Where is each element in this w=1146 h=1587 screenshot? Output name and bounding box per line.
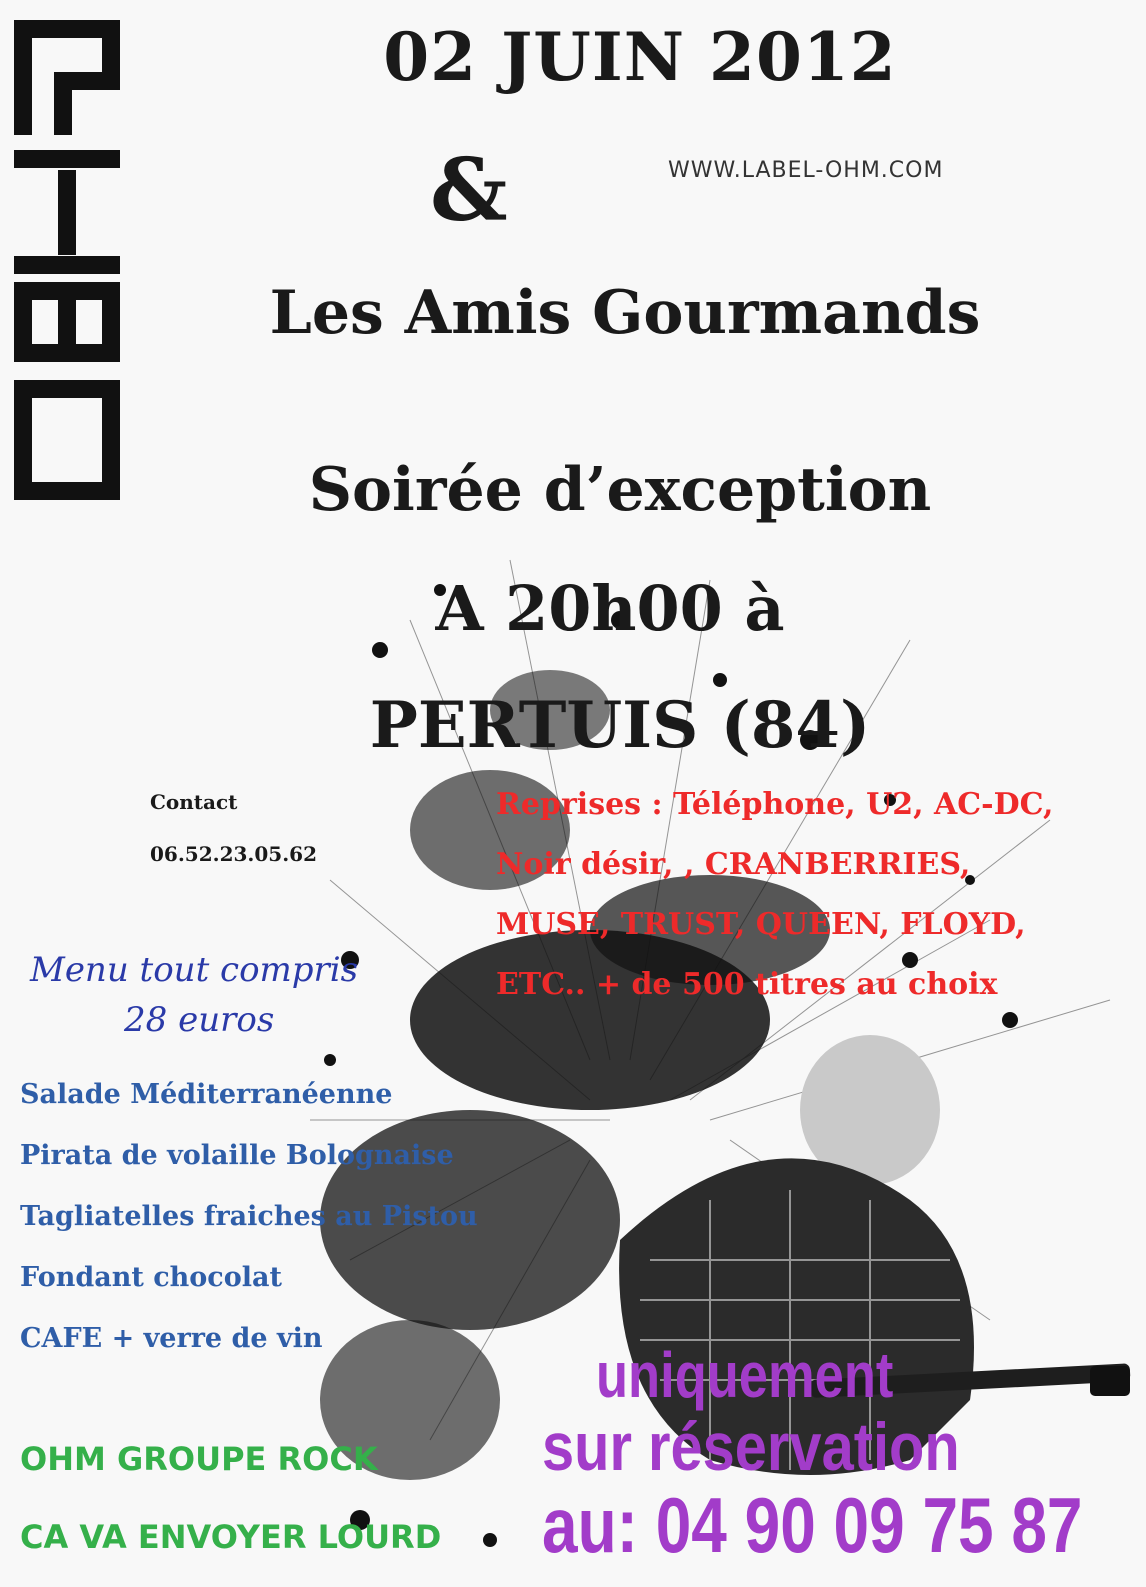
band-tagline-1: OHM GROUPE ROCK — [20, 1440, 378, 1478]
menu-title: Menu tout compris — [30, 950, 359, 990]
menu-list — [20, 1064, 478, 1369]
covers-list — [496, 775, 1146, 1015]
event-time: A 20h00 à — [435, 572, 785, 645]
reservation-line-2: sur réservation — [542, 1409, 960, 1485]
menu-item: Salade Méditerranéenne — [20, 1079, 393, 1110]
covers-line: ETC.. + de 500 titres au choix — [496, 967, 998, 1002]
event-subtitle: Soirée d’exception — [308, 455, 932, 525]
contact-phone[interactable]: 06.52.23.05.62 — [150, 842, 318, 866]
ampersand: & — [430, 140, 508, 241]
event-date: 02 JUIN 2012 — [383, 18, 897, 96]
event-place: PERTUIS (84) — [369, 688, 871, 763]
contact-label: Contact — [150, 790, 238, 814]
reservation-line-1: uniquement — [596, 1339, 894, 1411]
menu-item: Tagliatelles fraiches au Pistou — [20, 1201, 478, 1232]
menu-item: CAFE + verre de vin — [20, 1323, 323, 1354]
covers-line: MUSE, TRUST, QUEEN, FLOYD, — [496, 907, 1026, 942]
partner-name: Les Amis Gourmands — [269, 278, 981, 348]
menu-price: 28 euros — [124, 1000, 275, 1040]
covers-line: Reprises : Téléphone, U2, AC-DC, — [496, 787, 1054, 822]
ohm-logo — [14, 20, 120, 500]
covers-line: Noir désir, , CRANBERRIES, — [496, 847, 971, 882]
menu-item: Fondant chocolat — [20, 1262, 282, 1293]
band-tagline-2: CA VA ENVOYER LOURD — [20, 1518, 442, 1556]
website-link[interactable]: WWW.LABEL-OHM.COM — [668, 158, 944, 183]
reservation-phone[interactable]: au: 04 90 09 75 87 — [542, 1481, 1083, 1569]
menu-item: Pirata de volaille Bolognaise — [20, 1140, 454, 1171]
